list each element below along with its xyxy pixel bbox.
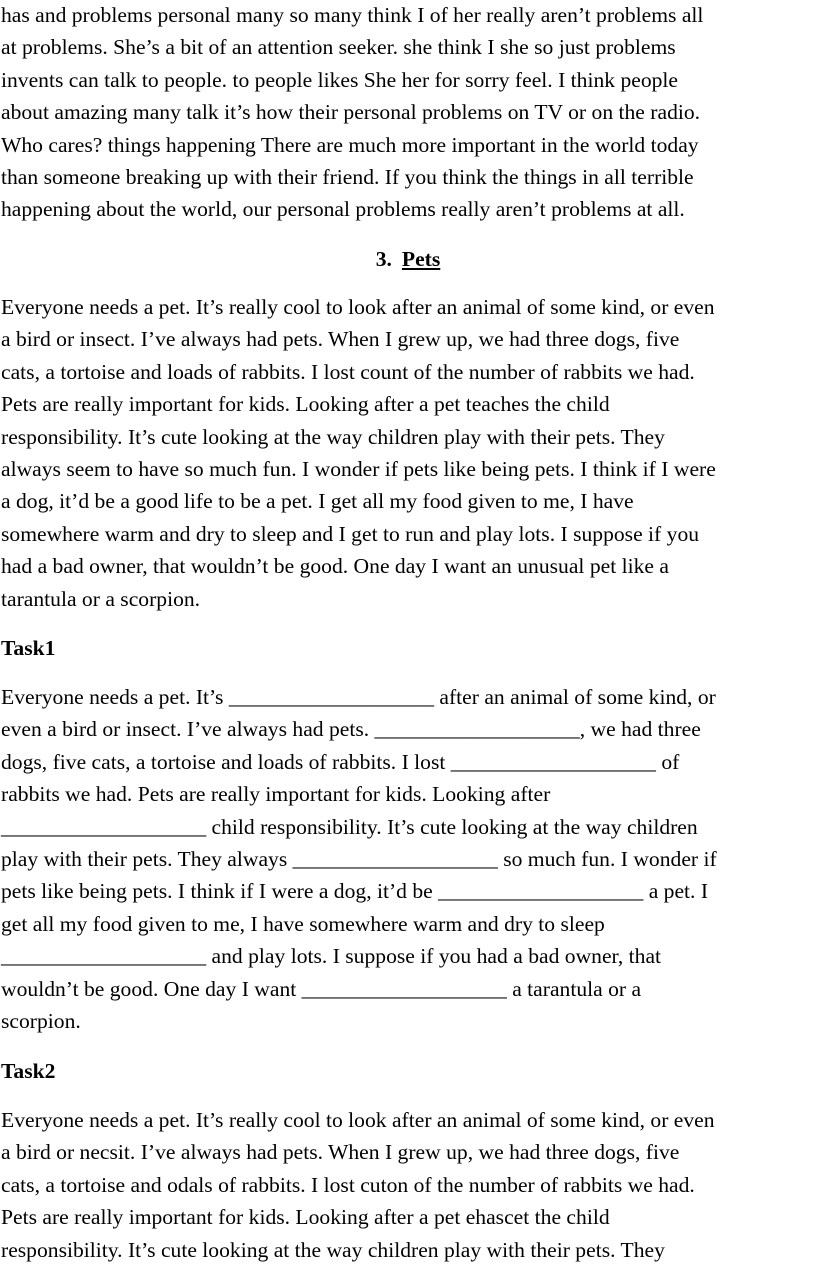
section-title: Pets	[401, 247, 441, 271]
paragraph-line: rabbits we had. Pets are really important for kids. Looking after	[1, 782, 551, 807]
task1-gap-fill-paragraph	[1, 681, 813, 1037]
task2-scrambled-paragraph	[1, 1104, 813, 1266]
paragraph-line: somewhere warm and dry to sleep and I get to run and play lots. I suppose if you	[1, 521, 700, 546]
intro-paragraph	[1, 0, 809, 226]
paragraph-line: a bird or necsit. I’ve always had pets. When I grew up, we had three dogs, five	[1, 1140, 680, 1165]
paragraph-line: scorpion.	[1, 1009, 81, 1034]
paragraph-line: a bird or insect. I’ve always had pets. When I grew up, we had three dogs, five	[1, 327, 680, 352]
paragraph-line: wouldn’t be good. One day I want ___________________ a tarantula or a	[1, 976, 642, 1001]
pets-paragraph	[1, 291, 813, 615]
paragraph-line: invents can talk to people. to people likes She her for sorry feel. I think people	[1, 67, 679, 92]
section-heading	[0, 243, 816, 275]
paragraph-line: had a bad owner, that wouldn’t be good. One day I want an unusual pet like a	[1, 554, 669, 579]
paragraph-line: cats, a tortoise and loads of rabbits. I lost count of the number of rabbits we had.	[1, 359, 695, 384]
paragraph-line: Pets are really important for kids. Looking after a pet teaches the child	[1, 392, 610, 417]
section-number: 3.	[375, 247, 392, 271]
paragraph-line: tarantula or a scorpion.	[1, 586, 201, 611]
paragraph-line: play with their pets. They always ___________________ so much fun. I wonder if	[1, 847, 717, 872]
paragraph-line: Who cares? things happening There are much more important in the world today	[1, 132, 699, 157]
paragraph-line: a dog, it’d be a good life to be a pet. I get all my food given to me, I have	[1, 489, 634, 514]
paragraph-line: ___________________ and play lots. I suppose if you had a bad owner, that	[1, 944, 662, 969]
paragraph-line: even a bird or insect. I’ve always had pets. ___________________, we had three	[1, 717, 701, 742]
paragraph-line: get all my food given to me, I have somewhere warm and dry to sleep	[1, 911, 605, 936]
paragraph-line: pets like being pets. I think if I were a dog, it’d be ___________________ a pet. I	[1, 879, 709, 904]
task2-label: Task2	[1, 1059, 56, 1083]
paragraph-line: cats, a tortoise and odals of rabbits. I lost cuton of the number of rabbits we had.	[1, 1172, 695, 1197]
paragraph-line: has and problems personal many so many think I of her really aren’t problems all	[1, 3, 704, 27]
paragraph-line: about amazing many talk it’s how their personal problems on TV or on the radio.	[1, 100, 701, 125]
paragraph-line: Everyone needs a pet. It’s really cool to look after an animal of some kind, or even	[1, 1108, 715, 1132]
paragraph-line: than someone breaking up with their friend. If you think the things in all terrible	[1, 165, 694, 190]
paragraph-line: responsibility. It’s cute looking at the way children play with their pets. They	[1, 424, 665, 449]
paragraph-line: Pets are really important for kids. Looking after a pet ehascet the child	[1, 1205, 610, 1230]
paragraph-line: dogs, five cats, a tortoise and loads of rabbits. I lost ___________________ of	[1, 749, 680, 774]
paragraph-line: always seem to have so much fun. I wonder if pets like being pets. I think if I were	[1, 457, 716, 482]
paragraph-line: Everyone needs a pet. It’s ___________________ after an animal of some kind, or	[1, 685, 716, 709]
paragraph-line: ___________________ child responsibility. It’s cute looking at the way children	[1, 814, 698, 839]
paragraph-line: Everyone needs a pet. It’s really cool to look after an animal of some kind, or even	[1, 295, 715, 319]
paragraph-line: happening about the world, our personal problems really aren’t problems at all.	[1, 197, 685, 222]
paragraph-line: responsibility. It’s cute looking at the way children play with their pets. They	[1, 1237, 665, 1262]
paragraph-line: at problems. She’s a bit of an attention seeker. she think I she so just problems	[1, 35, 676, 60]
task1-label: Task1	[1, 636, 56, 660]
